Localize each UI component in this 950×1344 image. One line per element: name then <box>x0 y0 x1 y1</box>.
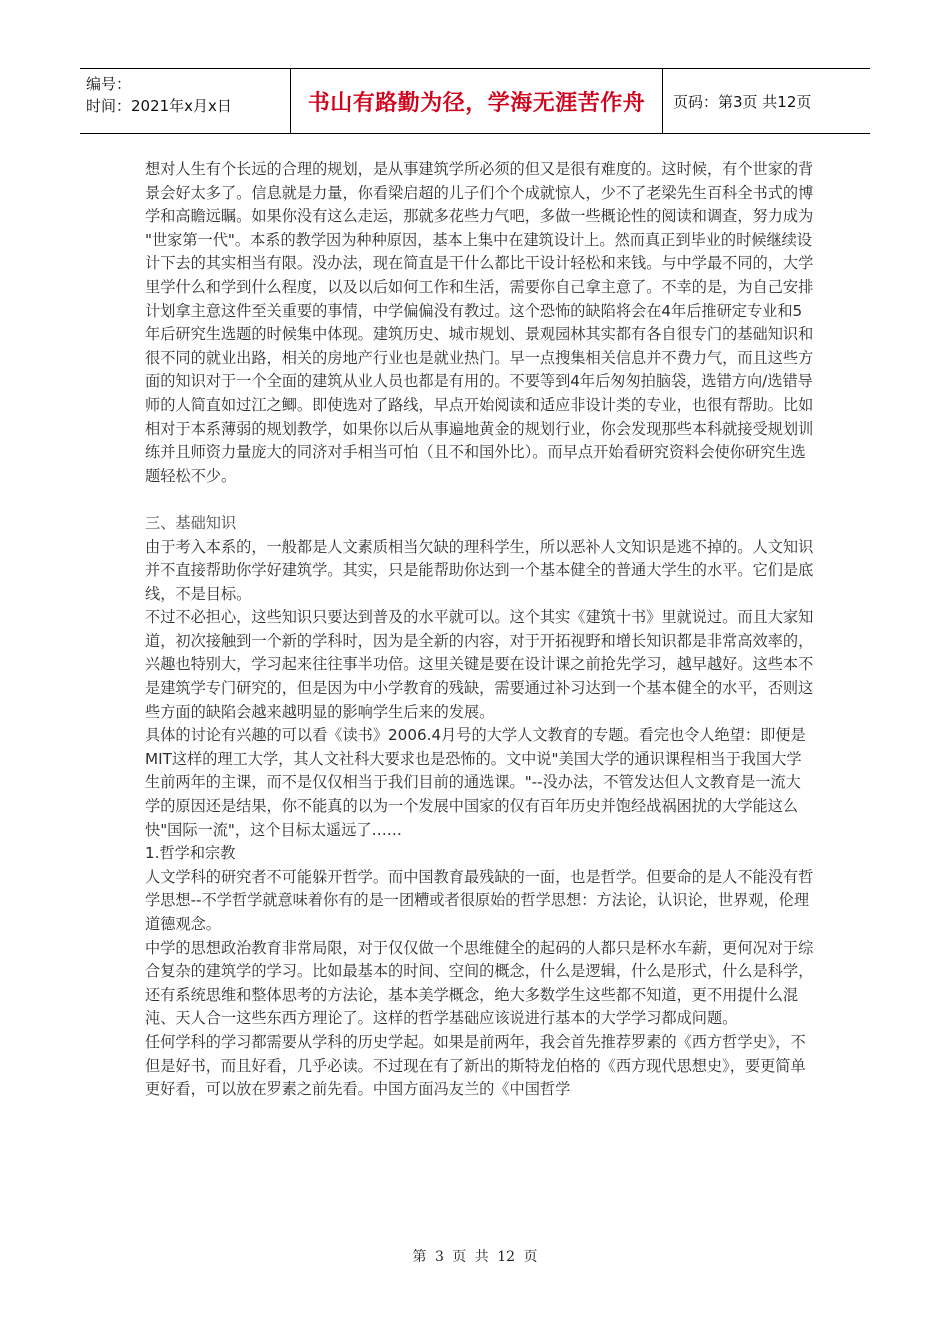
header-page-info: 页码：第3页 共12页 <box>673 92 812 111</box>
paragraph: 中学的思想政治教育非常局限，对于仅仅做一个思维健全的起码的人都只是杯水车薪，更何况对于综合复杂的建筑学的学习。比如最基本的时间、空间的概念，什么是逻辑，什么是形式，什么是科学，还有系统思维和整体思考的方法论，基本美学概念，绝大多数学生这些都不知道，更不用提什么混沌、天人合一这些东西方理论了。这样的哲学基础应该说进行基本的大学学习都成问题。 <box>145 938 814 1028</box>
header-motto: 书山有路勤为径，学海无涯苦作舟 <box>291 69 663 133</box>
header-meta <box>80 69 291 133</box>
document-body <box>145 158 815 1102</box>
page-footer: 第 3 页 共 12 页 <box>412 1249 538 1265</box>
page-header <box>80 68 870 134</box>
paragraph: 由于考入本系的，一般都是人文素质相当欠缺的理科学生，所以恶补人文知识是逃不掉的。人文知识并不直接帮助你学好建筑学。其实，只是能帮助你达到一个基本健全的普通大学生的水平。它们是底线，不是目标。 <box>145 537 814 603</box>
section-heading: 三、基础知识 <box>145 513 237 532</box>
paragraph: 具体的讨论有兴趣的可以看《读书》2006.4月号的大学人文教育的专题。看完也令人绝望：即便是MIT这样的理工大学，其人文社科大要求也是恐怖的。文中说"美国大学的通识课程相当于我国大学生前两年的主课，而不是仅仅相当于我们目前的通选课。"--没办法，不管发达但人文教育是一流大学的原因还是结果，你不能真的以为一个发展中国家的仅有百年历史并饱经战祸困扰的大学能这么快"国际一流"，这个目标太遥远了…… <box>145 726 806 839</box>
subsection-heading: 1.哲学和宗教 <box>145 844 236 863</box>
paragraph: 不过不必担心，这些知识只要达到普及的水平就可以。这个其实《建筑十书》里就说过。而且大家知道，初次接触到一个新的学科时，因为是全新的内容，对于开拓视野和增长知识都是非常高效率的，兴趣也特别大，学习起来往往事半功倍。这里关键是要在设计课之前抢先学习，越早越好。这些本不是建筑学专门研究的，但是因为中小学教育的残缺，需要通过补习达到一个基本健全的水平，否则这些方面的缺陷会越来越明显的影响学生后来的发展。 <box>145 608 814 721</box>
number-label: 编号： <box>86 75 132 93</box>
paragraph: 任何学科的学习都需要从学科的历史学起。如果是前两年，我会首先推荐罗素的《西方哲学史》，不但是好书，而且好看，几乎必读。不过现在有了新出的斯特龙伯格的《西方现代思想史》，要更简单更好看，可以放在罗素之前先看。中国方面冯友兰的《中国哲学 <box>145 1032 806 1099</box>
paragraph: 人文学科的研究者不可能躲开哲学。而中国教育最残缺的一面，也是哲学。但要命的是人不能没有哲学思想--不学哲学就意味着你有的是一团糟或者很原始的哲学思想：方法论，认识论，世界观，伦理道德观念。 <box>145 867 814 933</box>
paragraph: 想对人生有个长远的合理的规划，是从事建筑学所必须的但又是很有难度的。这时候，有个世家的背景会好太多了。信息就是力量，你看梁启超的儿子们个个成就惊人，少不了老梁先生百科全书式的博学和高瞻远瞩。如果你没有这么走运，那就多花些力气吧，多做一些概论性的阅读和调查，努力成为 "世家第一代"。本系的教学因为种种原因，基本上集中在建筑设计上。然而真正到毕业的时候继续设计下去的其实相当有限。没办法，现在简直是干什么都比干设计轻松和来钱。与中学最不同的，大学里学什么和学到什么程度，以及以后如何工作和生活，需要你自己拿主意了。不幸的是，为自己安排计划拿主意这件至关重要的事情，中学偏偏没有教过。这个恐怖的缺陷将会在4年后推研定专业和5年后研究生选题的时候集中体现。建筑历史、城市规划、景观园林其实都有各自很专门的基础知识和很不同的就业出路，相关的房地产行业也是就业热门。早一点搜集相关信息并不费力气，而且这些方面的知识对于一个全面的建筑从业人员也都是有用的。不要等到4年后匆匆拍脑袋，选错方向/选错导师的人简直如过江之鲫。即使选对了路线，早点开始阅读和适应非设计类的专业，也很有帮助。比如相对于本系薄弱的规划教学，如果你以后从事遍地黄金的规划行业，你会发现那些本科就接受规划训练并且师资力量庞大的同济对手相当可怕（且不和国外比）。而早点开始看研究资料会使你研究生选题轻松不少。 <box>145 160 814 485</box>
time-label: 时间：2021年x月x日 <box>86 97 232 115</box>
paragraph-gap <box>145 488 815 512</box>
